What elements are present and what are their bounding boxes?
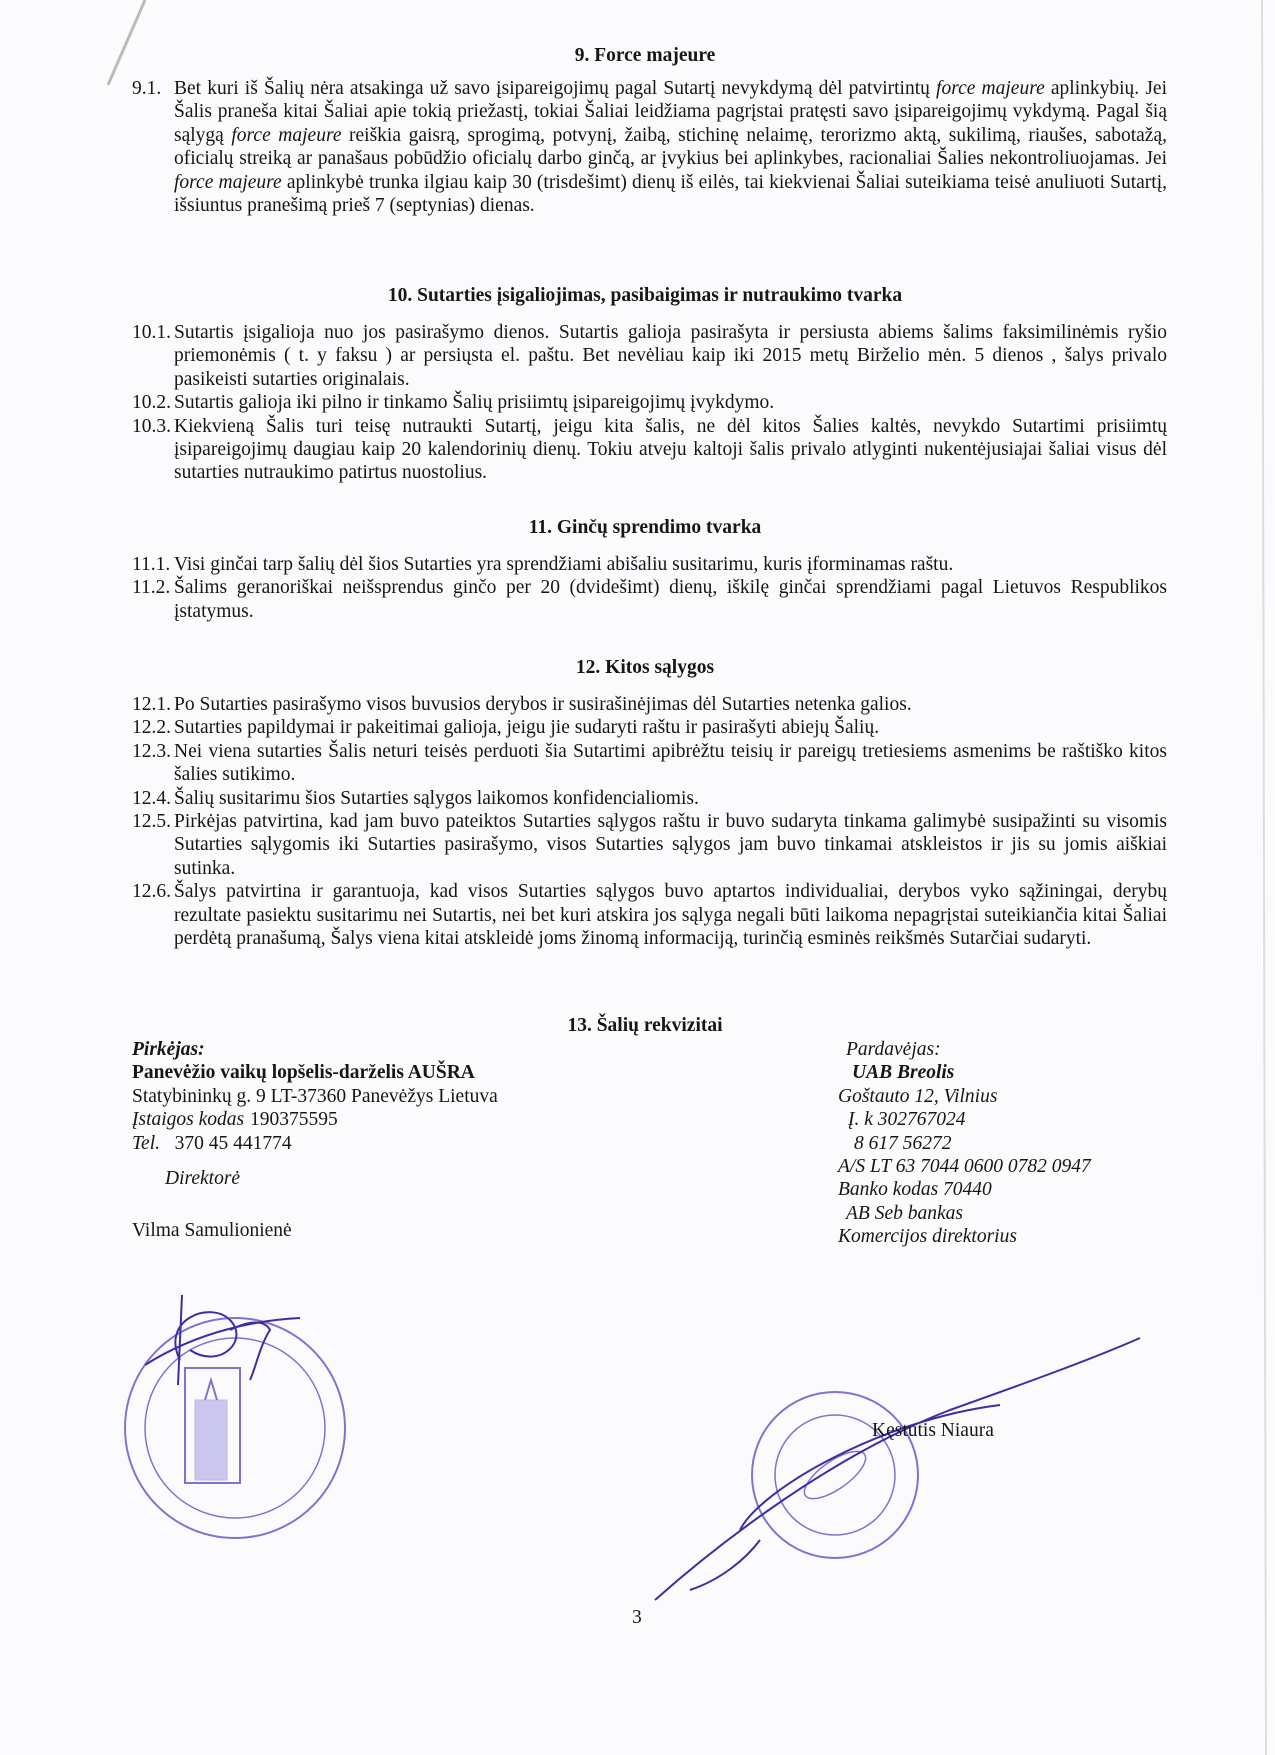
clause-number: 9.1.: [132, 78, 162, 99]
clause-12-2: 12.2. Sutarties papildymai ir pakeitimai galioja, jeigu jie sudaryti raštu ir pasirašyti abiejų Šalių.: [132, 717, 880, 739]
clause-11-2: 11.2. Šalims geranoriškai neišsprendus ginčo per 20 (dvidešimt) dienų, iškilę ginčai sprendžiami pagal Lietuvos Respublikos įstatymus.: [132, 577, 1167, 622]
seller-account: A/S LT 63 7044 0600 0782 0947: [838, 1156, 1091, 1178]
clause-10-3: 10.3. Kiekvieną Šalis turi teisę nutraukti Sutartį, jeigu kita šalis, ne dėl kitos Šalies kaltės, nevykdo Sutartimi prisiimtų įsipareigojimų daugiau kaip 20 kalendorinių dienų. Tokiu atveju kaltoji šalis privalo atlyginti nukentėjusiajai šaliai visus dėl sutarties nutraukimo patirtus nuostolius.: [132, 415, 1167, 484]
seller-phone: 8 617 56272: [854, 1132, 952, 1154]
seller-label: Pardavėjas:: [846, 1039, 941, 1060]
buyer-role: Direktorė: [165, 1168, 241, 1189]
clause-12-3: 12.3. Nei viena sutarties Šalis neturi teisės perduoti šia Sutartimi apibrėžtu teisių ir pareigų tretiesiems asmenims be raštiško kitos šalies sutikimo.: [132, 740, 1167, 786]
clause-12-4: 12.4. Šalių susitarimu šios Sutarties sąlygos laikomos konfidencialiomis.: [132, 787, 699, 809]
buyer-tel-label: Tel.: [132, 1132, 161, 1154]
buyer-details: [132, 1038, 498, 1155]
seller-role: Komercijos direktorius: [838, 1226, 1017, 1248]
section-11-heading: 11. Ginčų sprendimo tvarka: [528, 517, 762, 538]
buyer-stamp: [125, 1318, 345, 1538]
buyer-label: Pirkėjas:: [132, 1039, 205, 1060]
section-12-heading: 12. Kitos sąlygos: [575, 657, 715, 678]
seller-details: [838, 1038, 1091, 1249]
seller-bank: AB Seb bankas: [846, 1202, 963, 1224]
buyer-person: Vilma Samulionienė: [132, 1220, 292, 1241]
buyer-address: Statybininkų g. 9 LT-37360 Panevėžys Lietuva: [132, 1085, 498, 1107]
clause-12-1: 12.1. Po Sutarties pasirašymo visos buvusios derybos ir susirašinėjimas dėl Sutarties netenka galios.: [132, 694, 912, 715]
seller-signature: [655, 1338, 1140, 1600]
clause-10-2: 10.2. Sutartis galioja iki pilno ir tinkamo Šalių prisiimtų įsipareigojimų įvykdymo.: [132, 392, 775, 414]
buyer-tel: 370 45 441774: [174, 1132, 292, 1154]
seller-address: Goštauto 12, Vilnius: [838, 1085, 998, 1107]
page-number: 3: [632, 1607, 642, 1628]
clause-11-1: 11.1. Visi ginčai tarp šalių dėl šios Sutarties yra sprendžiami abišaliu susitarimu, kuris įforminamas raštu.: [132, 554, 954, 575]
seller-company-code: Į. k 302767024: [848, 1109, 966, 1131]
clause-10-1: 10.1. Sutartis įsigalioja nuo jos pasirašymo dienos. Sutartis galioja pasirašyta ir persiusta abiems šalims faksimilinėmis ryšio priemonėmis ( t. y faksu ) ar persiųsta el. paštu. Bet nevėliau kaip iki 2015 metų Birželio mėn. 5 dienos , šalys privalo pasikeisti sutarties originalais.: [132, 322, 1167, 390]
seller-person: Kęstutis Niaura: [872, 1420, 994, 1441]
section-13-heading: 13. Šalių rekvizitai: [567, 1015, 723, 1036]
clause-9-1: 9.1. Bet kuri iš Šalių nėra atsakinga už savo įsipareigojimų pagal Sutartį nevykdymą dėl patvirtintų force majeure aplinkybių. Jei Šalis praneša kitai Šaliai apie tokią priežastį, tokiai Šaliai leidžiama pagrįstai pratęsti savo įsipareigojimų vykdymą. Pagal šią sąlygą force majeure reiškia gaisrą, sprogimą, potvynį, žaibą, stichinę nelaimę, terorizmo aktą, sukilimą, riaušes, sabotažą, oficialų streiką ar panašaus pobūdžio oficialų darbo ginčą, ar įvykius bei aplinkybes, racionaliai Šalies nekontroliuojamas. Jei force majeure aplinkybė trunka ilgiau kaip 30 (trisdešimt) dienų iš eilės, tai kiekvienai Šaliai suteikiama teisė anuliuoti Sutartį, išsiuntus pranešimą prieš 7 (septynias) dienas.: [132, 78, 1167, 217]
buyer-code: 190375595: [250, 1109, 338, 1131]
seller-name: UAB Breolis: [852, 1062, 955, 1084]
section-10-heading: 10. Sutarties įsigaliojimas, pasibaigimas ir nutraukimo tvarka: [387, 285, 903, 306]
clause-12-6: 12.6. Šalys patvirtina ir garantuoja, kad visos Sutarties sąlygos buvo aptartos individualiai, derybos vyko sąžiningai, derybų rezultate pasiektu susitarimu nei Sutartis, nei bet kuri atskira jos sąlyga negali būti laikoma nepagrįstai suteikiančia kitai Šaliai perdėtą pranašumą, Šalys viena kitai atskleidė joms žinomą informaciją, turinčią esminės reikšmės Sutarčiai sudaryti.: [132, 881, 1167, 950]
seller-stamp: [752, 1392, 918, 1558]
buyer-code-label: Įstaigos kodas: [132, 1109, 245, 1131]
clause-12-5: 12.5. Pirkėjas patvirtina, kad jam buvo pateiktos Sutarties sąlygos raštu ir buvo sudaryta tinkama galimybė susipažinti su visomis Sutarties sąlygomis iki Sutarties pasirašymo, visos Sutarties sąlygos jam buvo tinkamai atskleistos ir jis su jomis aiškiai sutinka.: [132, 811, 1167, 879]
seller-bank-code: Banko kodas 70440: [838, 1179, 992, 1201]
section-9-heading: 9. Force majeure: [574, 45, 716, 66]
buyer-name: Panevėžio vaikų lopšelis-darželis AUŠRA: [132, 1062, 475, 1084]
